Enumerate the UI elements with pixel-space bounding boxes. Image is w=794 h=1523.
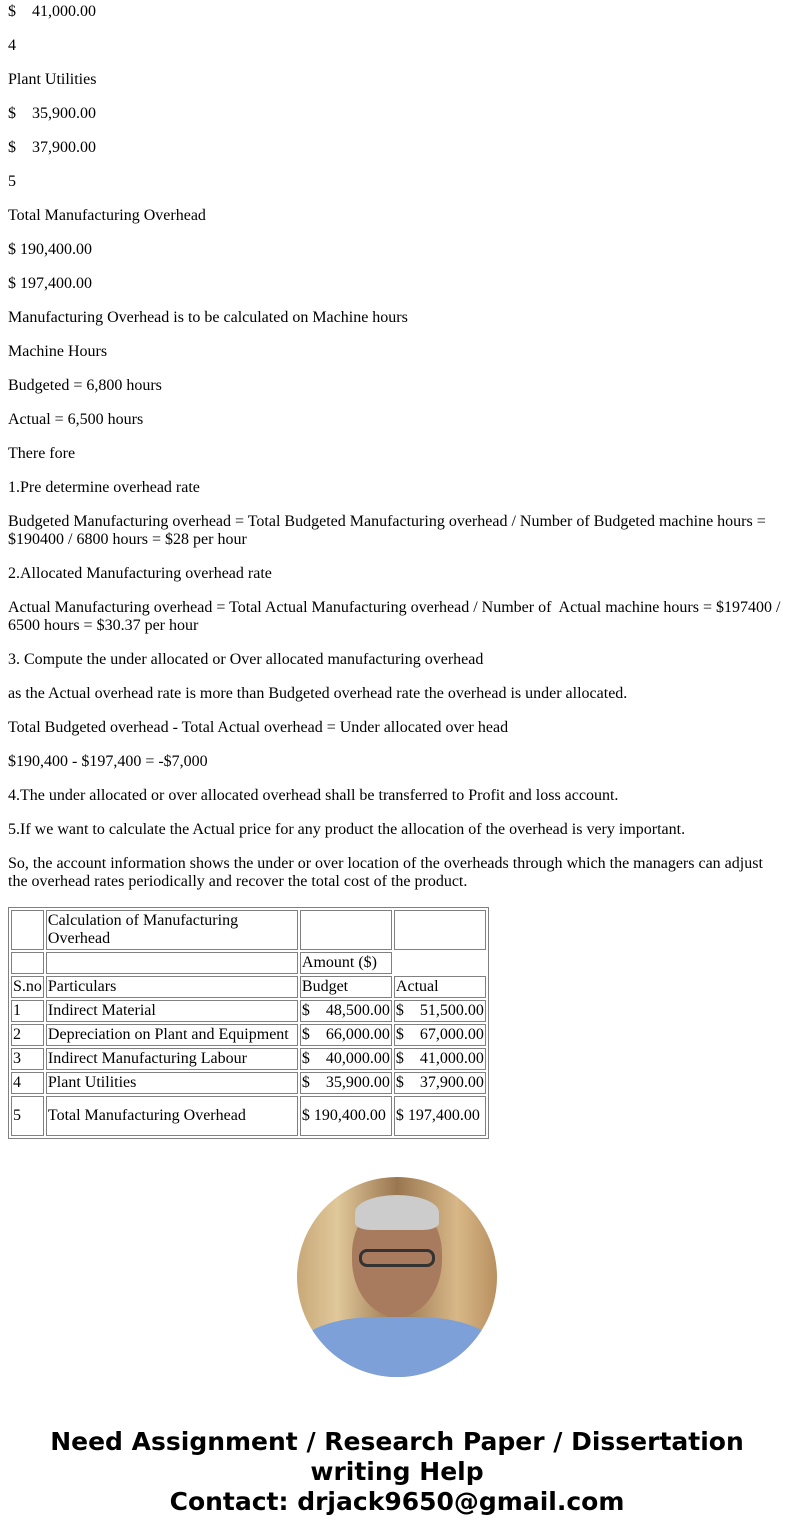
paragraph: $ 37,900.00 (8, 139, 96, 156)
table-cell: Depreciation on Plant and Equipment (46, 1024, 298, 1046)
paragraph: 3. Compute the under allocated or Over allocated manufacturing overhead (8, 651, 484, 668)
paragraph: 4.The under allocated or over allocated overhead shall be transferred to Profit and loss account. (8, 787, 619, 804)
header-budget: Budget (300, 976, 392, 998)
footer-banner (8, 1427, 786, 1517)
table-cell: 3 (11, 1048, 44, 1070)
table-row (11, 1024, 486, 1046)
paragraph: 2.Allocated Manufacturing overhead rate (8, 565, 272, 582)
table-cell: Indirect Material (46, 1000, 298, 1022)
paragraph: Manufacturing Overhead is to be calculated on Machine hours (8, 309, 408, 326)
paragraph: There fore (8, 445, 76, 462)
table-cell: $ 40,000.00 (300, 1048, 392, 1070)
table-cell: $ 66,000.00 (300, 1024, 392, 1046)
paragraph: $ 41,000.00 (8, 3, 96, 20)
paragraph: Budgeted Manufacturing overhead = Total Budgeted Manufacturing overhead / Number of Budgeted machine hours = $190400 / 6800 hours = $28 per hour (8, 513, 770, 548)
paragraph: Total Manufacturing Overhead (8, 207, 206, 224)
amount-header: Amount ($) (300, 952, 392, 974)
table-row (11, 1072, 486, 1094)
table-cell: 5 (11, 1096, 44, 1136)
footer-contact: Contact: drjack9650@gmail.com (169, 1487, 625, 1516)
paragraph: $ 35,900.00 (8, 105, 96, 122)
paragraph: Total Budgeted overhead - Total Actual overhead = Under allocated over head (8, 719, 509, 736)
table-cell: $ 35,900.00 (300, 1072, 392, 1094)
table-cell: $ 190,400.00 (300, 1096, 392, 1136)
table-row (11, 1048, 486, 1070)
paragraph: 5.If we want to calculate the Actual price for any product the allocation of the overhead is very important. (8, 821, 686, 838)
table-row (11, 1096, 486, 1136)
table-cell: Indirect Manufacturing Labour (46, 1048, 298, 1070)
paragraph: as the Actual overhead rate is more than Budgeted overhead rate the overhead is under allocated. (8, 685, 628, 702)
paragraph: $ 197,400.00 (8, 275, 92, 292)
paragraph: 1.Pre determine overhead rate (8, 479, 200, 496)
table-title: Calculation of Manufacturing Overhead (46, 910, 298, 950)
header-particulars: Particulars (46, 976, 298, 998)
paragraph: 5 (8, 173, 16, 190)
paragraph: Actual Manufacturing overhead = Total Actual Manufacturing overhead / Number of Actual machine hours = $197400 / 6500 hours = $30.37 per hour (8, 599, 785, 634)
table-cell: $ 48,500.00 (300, 1000, 392, 1022)
header-actual: Actual (394, 976, 486, 998)
table-cell: Plant Utilities (46, 1072, 298, 1094)
paragraph: Budgeted = 6,800 hours (8, 377, 162, 394)
paragraph: Actual = 6,500 hours (8, 411, 144, 428)
header-row (11, 976, 486, 998)
overhead-table (8, 907, 489, 1139)
paragraph: $190,400 - $197,400 = -$7,000 (8, 753, 208, 770)
table-cell: $ 197,400.00 (394, 1096, 486, 1136)
header-sno: S.no (11, 976, 44, 998)
table-cell: $ 41,000.00 (394, 1048, 486, 1070)
table-title-row (11, 910, 486, 950)
paragraph: Plant Utilities (8, 71, 97, 88)
author-photo (297, 1177, 497, 1377)
footer-line-1: Need Assignment / Research Paper / Dissertation writing Help (50, 1427, 744, 1486)
table-row (11, 1000, 486, 1022)
table-cell: 4 (11, 1072, 44, 1094)
table-cell: $ 51,500.00 (394, 1000, 486, 1022)
table-cell: $ 37,900.00 (394, 1072, 486, 1094)
table-cell: 1 (11, 1000, 44, 1022)
amount-header-row (11, 952, 486, 974)
table-cell: $ 67,000.00 (394, 1024, 486, 1046)
paragraph: Machine Hours (8, 343, 108, 360)
paragraph: 4 (8, 37, 16, 54)
document-body (8, 3, 786, 891)
paragraph: $ 190,400.00 (8, 241, 92, 258)
table-cell: 2 (11, 1024, 44, 1046)
paragraph: So, the account information shows the under or over location of the overheads through which the managers can adjust the overhead rates periodically and recover the total cost of the product. (8, 855, 767, 890)
table-cell: Total Manufacturing Overhead (46, 1096, 298, 1136)
